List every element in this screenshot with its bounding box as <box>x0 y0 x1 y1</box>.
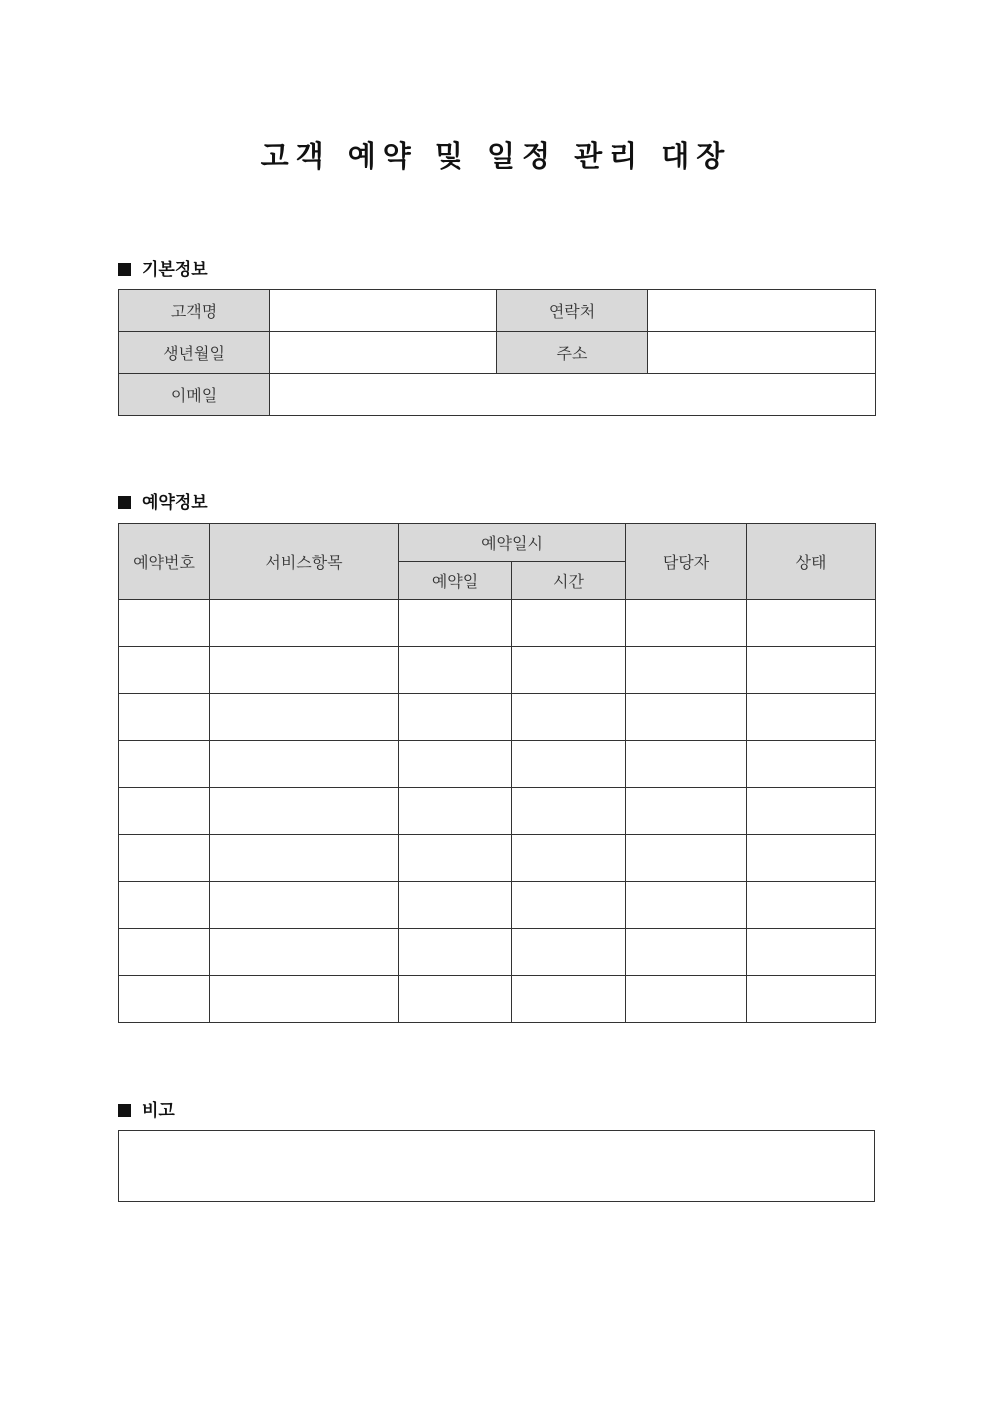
cell-status[interactable] <box>747 741 876 788</box>
cell-status[interactable] <box>747 788 876 835</box>
cell-reservation-number[interactable] <box>119 694 210 741</box>
cell-reservation-number[interactable] <box>119 929 210 976</box>
label-customer-name: 고객명 <box>119 290 270 332</box>
table-row <box>119 788 876 835</box>
section-heading-reservation-label: 예약정보 <box>142 493 208 513</box>
cell-reservation-number[interactable] <box>119 835 210 882</box>
cell-service[interactable] <box>210 600 399 647</box>
section-heading-basic <box>118 255 208 280</box>
cell-status[interactable] <box>747 882 876 929</box>
cell-service[interactable] <box>210 694 399 741</box>
header-reservation-number: 예약번호 <box>119 524 210 600</box>
cell-reservation-number[interactable] <box>119 741 210 788</box>
cell-manager[interactable] <box>626 788 747 835</box>
label-email: 이메일 <box>119 374 270 416</box>
cell-time[interactable] <box>512 882 626 929</box>
cell-reservation-number[interactable] <box>119 882 210 929</box>
cell-service[interactable] <box>210 741 399 788</box>
cell-reservation-date[interactable] <box>399 929 512 976</box>
field-customer-name[interactable] <box>270 290 497 332</box>
header-service: 서비스항목 <box>210 524 399 600</box>
table-row <box>119 741 876 788</box>
table-row <box>119 694 876 741</box>
cell-time[interactable] <box>512 694 626 741</box>
header-manager: 담당자 <box>626 524 747 600</box>
cell-time[interactable] <box>512 788 626 835</box>
cell-service[interactable] <box>210 976 399 1023</box>
cell-time[interactable] <box>512 976 626 1023</box>
cell-reservation-date[interactable] <box>399 788 512 835</box>
header-reservation-date: 예약일 <box>399 562 512 600</box>
table-row <box>119 600 876 647</box>
cell-reservation-date[interactable] <box>399 882 512 929</box>
table-row <box>119 647 876 694</box>
cell-status[interactable] <box>747 694 876 741</box>
header-reservation-datetime: 예약일시 <box>399 524 626 562</box>
label-birth-date: 생년월일 <box>119 332 270 374</box>
field-address[interactable] <box>648 332 876 374</box>
table-row <box>119 835 876 882</box>
cell-reservation-number[interactable] <box>119 976 210 1023</box>
cell-reservation-date[interactable] <box>399 600 512 647</box>
table-row <box>119 882 876 929</box>
cell-reservation-date[interactable] <box>399 741 512 788</box>
document-title: 고객 예약 및 일정 관리 대장 <box>260 139 732 173</box>
cell-reservation-number[interactable] <box>119 600 210 647</box>
cell-manager[interactable] <box>626 647 747 694</box>
cell-status[interactable] <box>747 647 876 694</box>
cell-manager[interactable] <box>626 600 747 647</box>
cell-time[interactable] <box>512 929 626 976</box>
section-heading-basic-label: 기본정보 <box>142 260 208 280</box>
cell-manager[interactable] <box>626 976 747 1023</box>
cell-service[interactable] <box>210 788 399 835</box>
label-contact: 연락처 <box>497 290 648 332</box>
table-row <box>119 976 876 1023</box>
field-email[interactable] <box>270 374 876 416</box>
cell-manager[interactable] <box>626 835 747 882</box>
header-status: 상태 <box>747 524 876 600</box>
field-contact[interactable] <box>648 290 876 332</box>
cell-status[interactable] <box>747 929 876 976</box>
cell-manager[interactable] <box>626 882 747 929</box>
cell-time[interactable] <box>512 647 626 694</box>
cell-reservation-number[interactable] <box>119 647 210 694</box>
cell-service[interactable] <box>210 647 399 694</box>
cell-reservation-date[interactable] <box>399 647 512 694</box>
cell-reservation-date[interactable] <box>399 976 512 1023</box>
cell-service[interactable] <box>210 835 399 882</box>
remarks-field[interactable] <box>118 1130 875 1202</box>
cell-reservation-date[interactable] <box>399 694 512 741</box>
square-bullet-icon <box>118 1104 131 1117</box>
field-birth-date[interactable] <box>270 332 497 374</box>
cell-manager[interactable] <box>626 741 747 788</box>
table-row <box>119 929 876 976</box>
cell-status[interactable] <box>747 976 876 1023</box>
square-bullet-icon <box>118 263 131 276</box>
basic-info-table <box>118 289 876 416</box>
section-heading-remarks-label: 비고 <box>142 1101 175 1121</box>
reservation-table <box>118 523 876 1023</box>
square-bullet-icon <box>118 496 131 509</box>
cell-reservation-number[interactable] <box>119 788 210 835</box>
cell-time[interactable] <box>512 835 626 882</box>
cell-manager[interactable] <box>626 929 747 976</box>
cell-manager[interactable] <box>626 694 747 741</box>
cell-time[interactable] <box>512 741 626 788</box>
cell-service[interactable] <box>210 882 399 929</box>
cell-status[interactable] <box>747 600 876 647</box>
section-heading-reservation <box>118 488 208 513</box>
cell-service[interactable] <box>210 929 399 976</box>
cell-time[interactable] <box>512 600 626 647</box>
cell-status[interactable] <box>747 835 876 882</box>
cell-reservation-date[interactable] <box>399 835 512 882</box>
header-time: 시간 <box>512 562 626 600</box>
label-address: 주소 <box>497 332 648 374</box>
section-heading-remarks <box>118 1096 175 1121</box>
